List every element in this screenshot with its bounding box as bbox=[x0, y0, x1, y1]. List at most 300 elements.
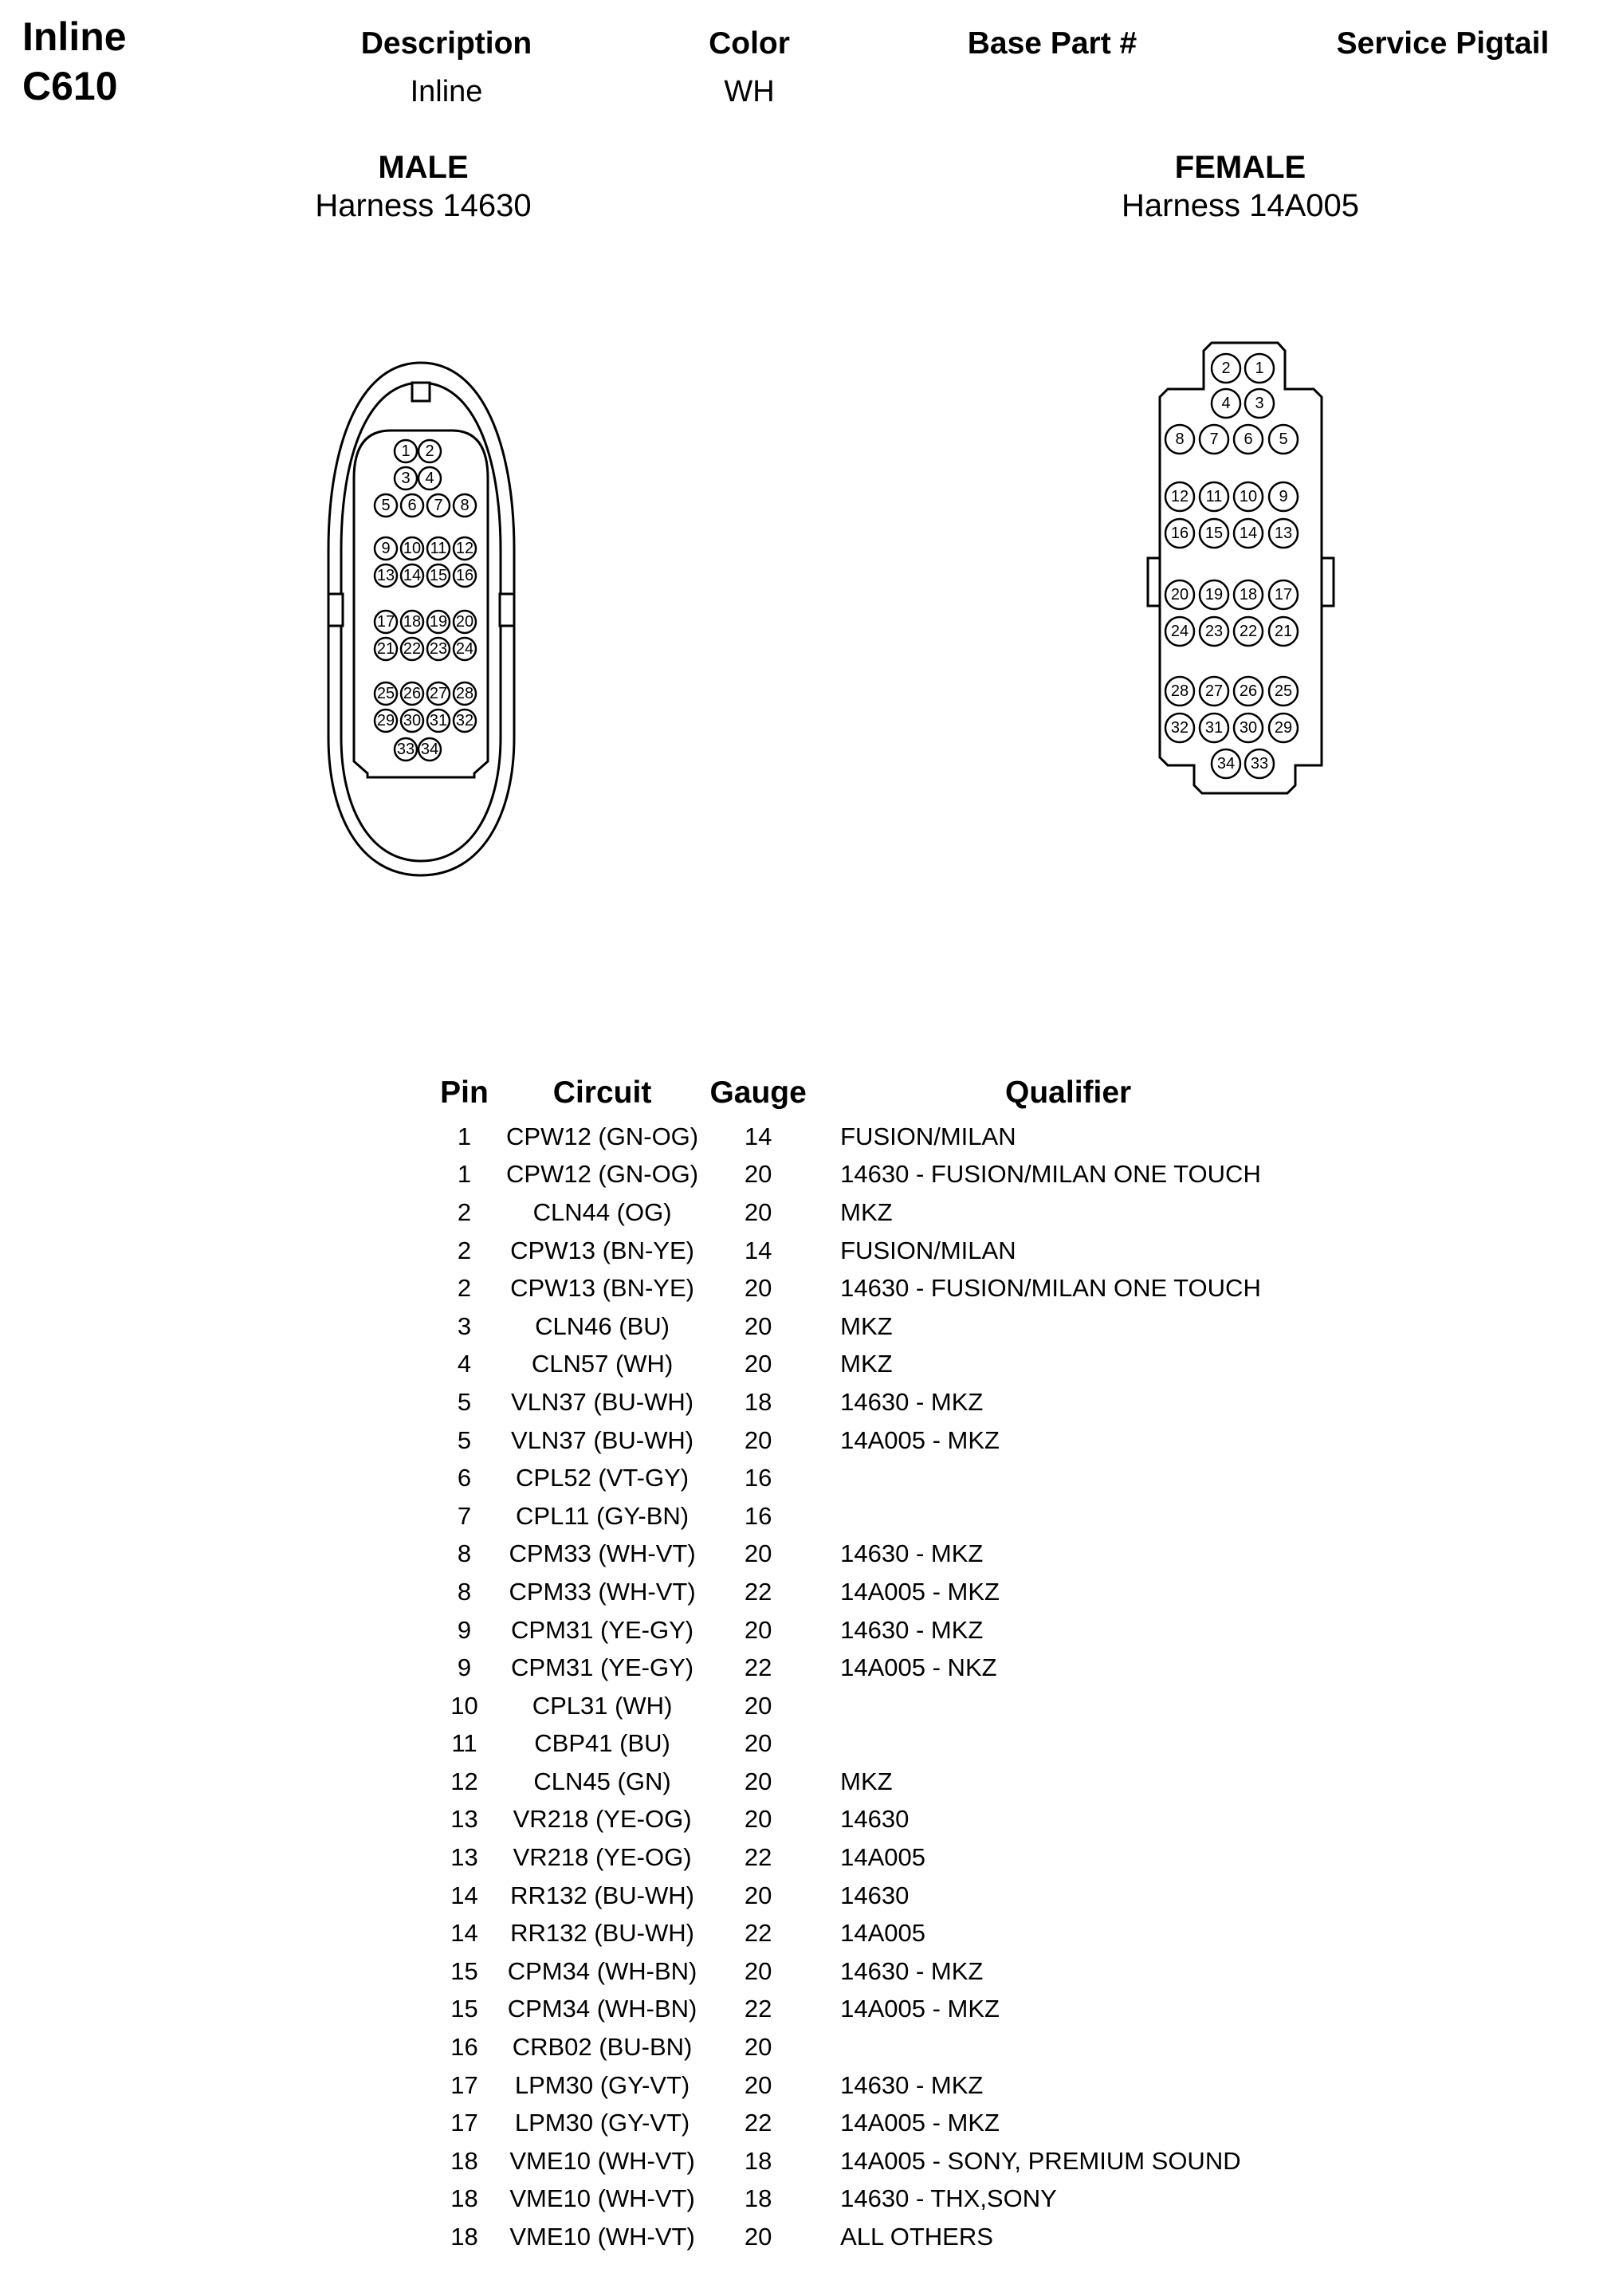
pin-column-header: Pin bbox=[440, 1075, 489, 1110]
circuit-cell: CPM31 (YE-GY) bbox=[511, 1653, 694, 1682]
pin-cell: 13 bbox=[450, 1805, 478, 1834]
gauge-cell: 18 bbox=[744, 1387, 772, 1416]
pin-cavity bbox=[1234, 677, 1263, 706]
qualifier-cell: ALL OTHERS bbox=[840, 2223, 993, 2251]
gauge-cell: 22 bbox=[744, 1919, 772, 1948]
pin-number: 7 bbox=[1209, 431, 1219, 448]
pin-number: 3 bbox=[401, 470, 411, 487]
circuit-cell: VR218 (YE-OG) bbox=[513, 1805, 692, 1834]
qualifier-cell: 14630 - THX,SONY bbox=[840, 2184, 1057, 2213]
pin-cavity bbox=[401, 564, 423, 587]
table-row bbox=[422, 2028, 1318, 2066]
qualifier-cell: 14A005 bbox=[840, 1843, 926, 1872]
pin-cavity bbox=[375, 710, 397, 732]
pin-cavity bbox=[1200, 617, 1228, 646]
pin-number: 10 bbox=[1239, 488, 1258, 505]
pin-number: 25 bbox=[376, 685, 395, 702]
qualifier-cell: 14A005 - MKZ bbox=[840, 1577, 1000, 1606]
qualifier-cell: 14630 - MKZ bbox=[840, 1539, 984, 1568]
gauge-cell: 20 bbox=[744, 1881, 772, 1909]
pin-number: 18 bbox=[1239, 586, 1258, 603]
pin-number: 16 bbox=[1170, 525, 1189, 542]
pin-cell: 8 bbox=[457, 1539, 472, 1568]
circuit-cell: CPW13 (BN-YE) bbox=[510, 1236, 694, 1264]
pin-cavity bbox=[1269, 580, 1298, 609]
table-row bbox=[422, 1346, 1318, 1384]
pin-cavity bbox=[1165, 677, 1194, 706]
service-pigtail-header: Service Pigtail bbox=[1336, 26, 1550, 61]
pin-number: 10 bbox=[403, 540, 422, 557]
qualifier-cell: 14A005 bbox=[840, 1919, 926, 1948]
table-row bbox=[422, 1838, 1318, 1877]
pin-cell: 4 bbox=[457, 1350, 472, 1378]
pin-cavity bbox=[427, 710, 450, 732]
table-row bbox=[422, 1232, 1318, 1270]
gauge-cell: 16 bbox=[744, 1501, 772, 1530]
description-value: Inline bbox=[410, 75, 483, 108]
pin-cavity bbox=[1234, 714, 1263, 742]
pin-number: 31 bbox=[429, 712, 448, 729]
pin-number: 1 bbox=[1255, 360, 1264, 377]
gauge-cell: 18 bbox=[744, 2184, 772, 2213]
circuit-cell: VME10 (WH-VT) bbox=[509, 2184, 695, 2213]
pin-cell: 15 bbox=[450, 1995, 478, 2023]
circuit-cell: CPL31 (WH) bbox=[532, 1691, 673, 1720]
circuit-cell: CLN45 (GN) bbox=[533, 1767, 671, 1795]
pin-number: 33 bbox=[396, 741, 415, 758]
pin-cell: 9 bbox=[457, 1653, 472, 1682]
pin-number: 2 bbox=[425, 442, 434, 460]
pin-cavity bbox=[454, 710, 476, 732]
qualifier-cell: 14630 bbox=[840, 1881, 910, 1909]
pin-cavity bbox=[418, 467, 441, 489]
pin-table-body bbox=[422, 1118, 1318, 2256]
pin-number: 23 bbox=[429, 640, 448, 658]
pin-cavity bbox=[395, 738, 417, 761]
pin-cavity bbox=[1212, 749, 1240, 778]
qualifier-cell: MKZ bbox=[840, 1767, 893, 1795]
circuit-column-header: Circuit bbox=[552, 1075, 652, 1110]
table-row bbox=[422, 1421, 1318, 1460]
pin-number: 19 bbox=[429, 613, 448, 631]
pin-cavity bbox=[1269, 482, 1298, 511]
pin-table-header-row bbox=[422, 1068, 1318, 1118]
pin-cavity bbox=[1165, 482, 1194, 511]
pin-number: 29 bbox=[1274, 719, 1293, 737]
gauge-cell: 14 bbox=[744, 1122, 772, 1150]
pin-number: 26 bbox=[1239, 682, 1258, 700]
table-row bbox=[422, 1611, 1318, 1649]
connector-type-title: Inline bbox=[22, 14, 127, 59]
pin-cavity bbox=[375, 638, 397, 660]
table-row bbox=[422, 1573, 1318, 1611]
female-label: FEMALE bbox=[1174, 150, 1306, 185]
pin-number: 21 bbox=[376, 640, 395, 658]
qualifier-cell: 14A005 - MKZ bbox=[840, 2109, 1000, 2137]
pin-number: 12 bbox=[1170, 488, 1189, 505]
pin-number: 28 bbox=[1170, 682, 1189, 700]
gauge-cell: 20 bbox=[744, 1197, 772, 1226]
pin-number: 15 bbox=[1204, 525, 1224, 542]
pin-number: 8 bbox=[460, 497, 470, 514]
qualifier-cell: 14630 - MKZ bbox=[840, 1615, 984, 1644]
pin-cavity bbox=[1234, 482, 1263, 511]
table-row bbox=[422, 1156, 1318, 1194]
pin-cavity bbox=[395, 440, 417, 462]
gauge-cell: 22 bbox=[744, 1843, 772, 1872]
male-label: MALE bbox=[378, 150, 469, 185]
gauge-cell: 20 bbox=[744, 1425, 772, 1454]
pin-number: 24 bbox=[1170, 623, 1189, 640]
pin-number: 1 bbox=[401, 442, 411, 460]
pin-cell: 14 bbox=[450, 1881, 478, 1909]
pin-cavity bbox=[1269, 617, 1298, 646]
pin-number: 30 bbox=[1239, 719, 1258, 737]
pin-cavity bbox=[1234, 617, 1263, 646]
pin-cell: 16 bbox=[450, 2033, 478, 2062]
base-part-header: Base Part # bbox=[967, 26, 1137, 61]
pin-cavity bbox=[401, 494, 423, 517]
pin-number: 11 bbox=[430, 540, 447, 557]
pin-cavity bbox=[418, 738, 441, 761]
gauge-cell: 22 bbox=[744, 1995, 772, 2023]
pin-cavity bbox=[1165, 617, 1194, 646]
circuit-cell: VLN37 (BU-WH) bbox=[511, 1425, 694, 1454]
pin-cavity bbox=[454, 537, 476, 560]
pin-cavity bbox=[418, 440, 441, 462]
pin-cell: 1 bbox=[457, 1122, 472, 1150]
qualifier-cell: 14630 - FUSION/MILAN ONE TOUCH bbox=[840, 1160, 1261, 1189]
pin-number: 13 bbox=[1274, 525, 1293, 542]
pin-number: 30 bbox=[403, 712, 422, 729]
qualifier-cell: 14630 - MKZ bbox=[840, 2070, 984, 2099]
gauge-cell: 20 bbox=[744, 1691, 772, 1720]
connector-id-title: C610 bbox=[22, 64, 118, 108]
pin-cell: 7 bbox=[457, 1501, 472, 1530]
pin-cavity bbox=[1245, 354, 1274, 383]
pin-cavity bbox=[1200, 482, 1228, 511]
table-row bbox=[422, 1914, 1318, 1952]
table-row bbox=[422, 1801, 1318, 1839]
pin-number: 15 bbox=[429, 567, 448, 584]
circuit-cell: RR132 (BU-WH) bbox=[510, 1881, 694, 1909]
circuit-cell: CPM34 (WH-BN) bbox=[507, 1956, 697, 1985]
pin-cavity bbox=[427, 638, 450, 660]
pin-cavity bbox=[454, 564, 476, 587]
table-row bbox=[422, 1535, 1318, 1574]
pin-cavity bbox=[1165, 714, 1194, 742]
pin-cell: 2 bbox=[457, 1274, 472, 1303]
circuit-cell: CPL11 (GY-BN) bbox=[516, 1501, 690, 1530]
pin-number: 9 bbox=[381, 540, 391, 557]
circuit-cell: VME10 (WH-VT) bbox=[509, 2146, 695, 2175]
pin-number: 16 bbox=[455, 567, 474, 584]
pin-number: 4 bbox=[425, 470, 434, 487]
color-value: WH bbox=[724, 75, 775, 108]
pin-cavity bbox=[375, 682, 397, 705]
pin-cavity bbox=[427, 494, 450, 517]
table-row bbox=[422, 1952, 1318, 1991]
gauge-cell: 20 bbox=[744, 1311, 772, 1340]
pin-cavity bbox=[1200, 714, 1228, 742]
gauge-cell: 14 bbox=[744, 1236, 772, 1264]
pin-cavity bbox=[1200, 425, 1228, 454]
pin-cavity bbox=[1245, 749, 1274, 778]
circuit-cell: CRB02 (BU-BN) bbox=[512, 2033, 693, 2062]
table-row bbox=[422, 1118, 1318, 1156]
pin-number: 27 bbox=[429, 685, 448, 702]
table-row bbox=[422, 1877, 1318, 1915]
pin-cavity bbox=[1165, 580, 1194, 609]
qualifier-cell: MKZ bbox=[840, 1311, 893, 1340]
qualifier-cell bbox=[818, 1725, 1318, 1763]
gauge-cell: 20 bbox=[744, 1160, 772, 1189]
pin-cavity bbox=[401, 638, 423, 660]
pin-cavity bbox=[427, 537, 450, 560]
pin-cavity bbox=[454, 494, 476, 517]
pin-cavity bbox=[401, 611, 423, 633]
gauge-cell: 20 bbox=[744, 1350, 772, 1378]
circuit-cell: CLN44 (OG) bbox=[532, 1197, 672, 1226]
pin-number: 2 bbox=[1221, 360, 1231, 377]
pin-number: 33 bbox=[1250, 755, 1269, 773]
pin-cell: 18 bbox=[450, 2223, 478, 2251]
pin-cell: 15 bbox=[450, 1956, 478, 1985]
male-pin-grid bbox=[375, 440, 476, 761]
pin-cell: 5 bbox=[457, 1425, 472, 1454]
pin-cavity bbox=[454, 611, 476, 633]
pin-number: 34 bbox=[1216, 755, 1236, 773]
pin-number: 27 bbox=[1204, 682, 1224, 700]
circuit-cell: VME10 (WH-VT) bbox=[509, 2223, 695, 2251]
pin-cavity bbox=[1234, 580, 1263, 609]
connector-diagrams bbox=[0, 0, 1607, 1036]
table-row bbox=[422, 1193, 1318, 1232]
gauge-cell: 20 bbox=[744, 1539, 772, 1568]
qualifier-cell bbox=[818, 1459, 1318, 1497]
pin-cell: 2 bbox=[457, 1197, 472, 1226]
male-harness: Harness 14630 bbox=[315, 188, 532, 223]
pin-cell: 17 bbox=[450, 2070, 478, 2099]
gauge-column-header: Gauge bbox=[709, 1075, 807, 1110]
pin-number: 3 bbox=[1255, 395, 1264, 412]
gauge-cell: 18 bbox=[744, 2146, 772, 2175]
qualifier-cell: 14A005 - MKZ bbox=[840, 1425, 1000, 1454]
gauge-cell: 22 bbox=[744, 2109, 772, 2137]
pin-number: 6 bbox=[1244, 431, 1253, 448]
circuit-cell: CPM33 (WH-VT) bbox=[509, 1539, 696, 1568]
table-row bbox=[422, 1991, 1318, 2029]
pin-cavity bbox=[1269, 677, 1298, 706]
pin-cell: 18 bbox=[450, 2184, 478, 2213]
circuit-cell: CLN46 (BU) bbox=[535, 1311, 670, 1340]
pin-cavity bbox=[375, 494, 397, 517]
gauge-cell: 20 bbox=[744, 2223, 772, 2251]
pin-cell: 3 bbox=[457, 1311, 472, 1340]
table-row bbox=[422, 2066, 1318, 2105]
qualifier-cell: FUSION/MILAN bbox=[840, 1236, 1016, 1264]
pin-cell: 18 bbox=[450, 2146, 478, 2175]
pin-number: 22 bbox=[403, 640, 422, 658]
qualifier-cell bbox=[818, 2028, 1318, 2066]
pin-cavity bbox=[454, 638, 476, 660]
female-pin-grid bbox=[1165, 354, 1298, 778]
pin-number: 21 bbox=[1274, 623, 1293, 640]
pin-cell: 12 bbox=[450, 1767, 478, 1795]
pin-number: 18 bbox=[403, 613, 422, 631]
gauge-cell: 16 bbox=[744, 1464, 772, 1492]
gauge-cell: 22 bbox=[744, 1577, 772, 1606]
pin-number: 4 bbox=[1221, 395, 1231, 412]
pin-number: 19 bbox=[1204, 586, 1224, 603]
pin-cavity bbox=[427, 611, 450, 633]
pin-number: 29 bbox=[376, 712, 395, 729]
pin-number: 17 bbox=[376, 613, 395, 631]
circuit-cell: CPW12 (GN-OG) bbox=[506, 1160, 699, 1189]
gauge-cell: 20 bbox=[744, 1615, 772, 1644]
pin-number: 28 bbox=[455, 685, 474, 702]
pin-number: 26 bbox=[403, 685, 422, 702]
pin-cavity bbox=[1165, 519, 1194, 548]
pin-cell: 11 bbox=[451, 1729, 477, 1758]
pin-cavity bbox=[1200, 519, 1228, 548]
pin-number: 32 bbox=[1170, 719, 1189, 737]
qualifier-cell: 14A005 - SONY, PREMIUM SOUND bbox=[840, 2146, 1241, 2175]
qualifier-cell: MKZ bbox=[840, 1197, 893, 1226]
female-side-latch-left bbox=[1148, 558, 1160, 606]
pin-cell: 6 bbox=[457, 1464, 472, 1492]
pin-cell: 10 bbox=[450, 1691, 478, 1720]
pin-cavity bbox=[1245, 389, 1274, 418]
pin-number: 13 bbox=[376, 567, 395, 584]
pin-number: 24 bbox=[455, 640, 474, 658]
pin-cell: 14 bbox=[450, 1919, 478, 1948]
pin-cavity bbox=[427, 564, 450, 587]
pin-cavity bbox=[427, 682, 450, 705]
pin-number: 31 bbox=[1204, 719, 1224, 737]
table-row bbox=[422, 1383, 1318, 1421]
qualifier-cell: 14630 - MKZ bbox=[840, 1956, 984, 1985]
pin-cavity bbox=[401, 710, 423, 732]
table-row bbox=[422, 2218, 1318, 2256]
qualifier-cell bbox=[818, 1497, 1318, 1535]
description-header: Description bbox=[360, 26, 532, 61]
pin-cell: 9 bbox=[457, 1615, 472, 1644]
circuit-cell: CPM31 (YE-GY) bbox=[511, 1615, 694, 1644]
table-row bbox=[422, 1649, 1318, 1687]
pin-cavity bbox=[1269, 519, 1298, 548]
pin-number: 23 bbox=[1204, 623, 1224, 640]
male-side-rib-left bbox=[328, 594, 343, 626]
gauge-cell: 20 bbox=[744, 2033, 772, 2062]
pin-cavity bbox=[375, 611, 397, 633]
qualifier-cell: 14A005 - MKZ bbox=[840, 1995, 1000, 2023]
pin-number: 32 bbox=[455, 712, 474, 729]
qualifier-cell: 14630 - FUSION/MILAN ONE TOUCH bbox=[840, 1274, 1261, 1303]
qualifier-cell: FUSION/MILAN bbox=[840, 1122, 1016, 1150]
pin-cell: 17 bbox=[450, 2109, 478, 2137]
pin-number: 11 bbox=[1205, 488, 1223, 505]
pin-cavity bbox=[1212, 389, 1240, 418]
circuit-cell: CPW13 (BN-YE) bbox=[510, 1274, 694, 1303]
pin-cavity bbox=[1269, 714, 1298, 742]
pin-number: 22 bbox=[1239, 623, 1258, 640]
pin-cell: 8 bbox=[457, 1577, 472, 1606]
circuit-cell: CLN57 (WH) bbox=[531, 1350, 674, 1378]
pin-cavity bbox=[1212, 354, 1240, 383]
circuit-cell: CPW12 (GN-OG) bbox=[506, 1122, 699, 1150]
pin-number: 20 bbox=[1170, 586, 1189, 603]
qualifier-cell bbox=[818, 1687, 1318, 1725]
male-side-rib-right bbox=[500, 594, 514, 626]
pin-cell: 1 bbox=[457, 1160, 472, 1189]
circuit-cell: RR132 (BU-WH) bbox=[510, 1919, 694, 1948]
gauge-cell: 20 bbox=[744, 1805, 772, 1834]
circuit-cell: LPM30 (GY-VT) bbox=[514, 2070, 690, 2099]
circuit-cell: CPL52 (VT-GY) bbox=[516, 1464, 690, 1492]
circuit-cell: CBP41 (BU) bbox=[534, 1729, 670, 1758]
pin-cavity bbox=[1234, 519, 1263, 548]
table-row bbox=[422, 1307, 1318, 1346]
pin-number: 8 bbox=[1175, 431, 1185, 448]
pin-cavity bbox=[1165, 425, 1194, 454]
qualifier-cell: 14630 bbox=[840, 1805, 910, 1834]
pin-cavity bbox=[395, 467, 417, 489]
pin-cavity bbox=[454, 682, 476, 705]
qualifier-cell: 14630 - MKZ bbox=[840, 1387, 984, 1416]
table-row bbox=[422, 1459, 1318, 1497]
circuit-cell: LPM30 (GY-VT) bbox=[514, 2109, 690, 2137]
female-side-latch-right bbox=[1322, 558, 1334, 606]
pin-number: 17 bbox=[1274, 586, 1293, 603]
pin-number: 5 bbox=[381, 497, 391, 514]
pin-cavity bbox=[1200, 677, 1228, 706]
pin-number: 20 bbox=[455, 613, 474, 631]
pin-number: 34 bbox=[420, 741, 439, 758]
gauge-cell: 20 bbox=[744, 1956, 772, 1985]
circuit-cell: CPM34 (WH-BN) bbox=[507, 1995, 697, 2023]
pin-cavity bbox=[375, 564, 397, 587]
pin-number: 12 bbox=[455, 540, 474, 557]
table-row bbox=[422, 1269, 1318, 1307]
pin-cavity bbox=[1269, 425, 1298, 454]
pin-cavity bbox=[1200, 580, 1228, 609]
pin-cell: 2 bbox=[457, 1236, 472, 1264]
pin-number: 14 bbox=[403, 567, 422, 584]
gauge-cell: 20 bbox=[744, 2070, 772, 2099]
pin-number: 9 bbox=[1279, 488, 1288, 505]
circuit-cell: VR218 (YE-OG) bbox=[513, 1843, 692, 1872]
pin-number: 5 bbox=[1279, 431, 1288, 448]
pin-number: 25 bbox=[1274, 682, 1293, 700]
qualifier-cell: MKZ bbox=[840, 1350, 893, 1378]
table-row bbox=[422, 1763, 1318, 1801]
table-row bbox=[422, 1497, 1318, 1535]
qualifier-column-header: Qualifier bbox=[1005, 1075, 1132, 1110]
table-row bbox=[422, 2104, 1318, 2142]
table-row bbox=[422, 1725, 1318, 1763]
pin-table bbox=[422, 1068, 1318, 2256]
table-row bbox=[422, 2180, 1318, 2219]
gauge-cell: 22 bbox=[744, 1653, 772, 1682]
female-harness: Harness 14A005 bbox=[1122, 188, 1359, 223]
table-row bbox=[422, 2142, 1318, 2180]
circuit-cell: CPM33 (WH-VT) bbox=[509, 1577, 696, 1606]
pin-cavity bbox=[1234, 425, 1263, 454]
qualifier-cell: 14A005 - NKZ bbox=[840, 1653, 997, 1682]
gauge-cell: 20 bbox=[744, 1274, 772, 1303]
circuit-cell: VLN37 (BU-WH) bbox=[511, 1387, 694, 1416]
